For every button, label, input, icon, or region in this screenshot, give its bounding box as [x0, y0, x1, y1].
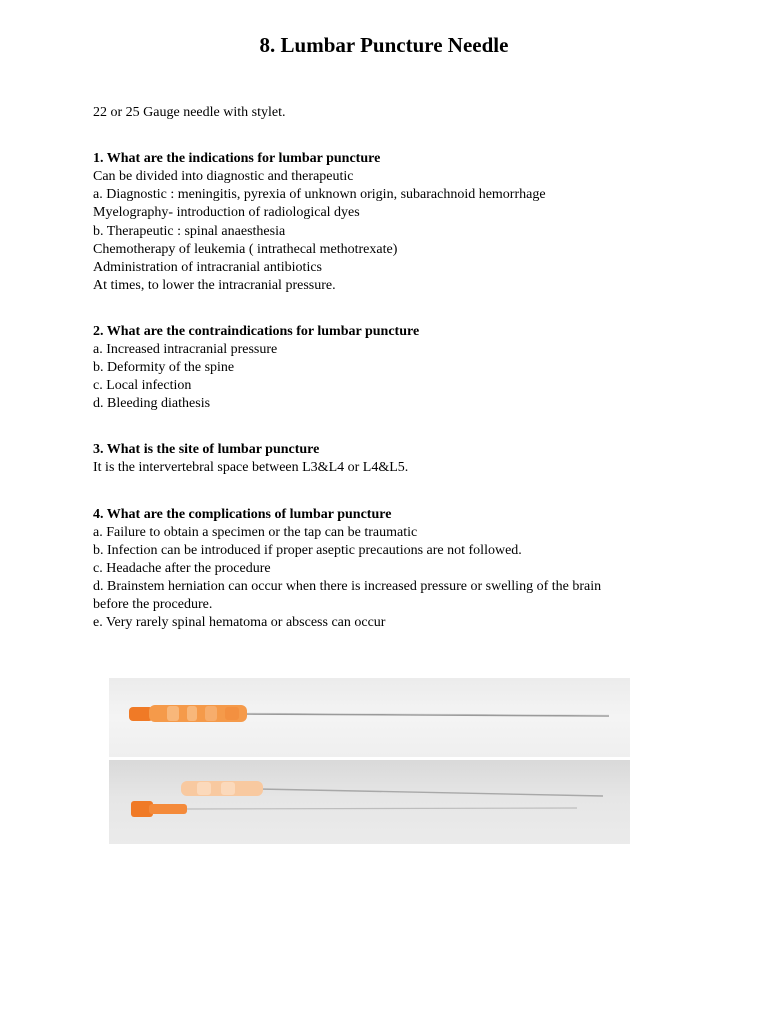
- section-4-line-1: a. Failure to obtain a specimen or the tap can be traumatic: [93, 525, 418, 540]
- section-4-line-4: d. Brainstem herniation can occur when there is increased pressure or swelling of the brain: [93, 579, 602, 594]
- section-4-line-3: c. Headache after the procedure: [93, 561, 271, 576]
- needle-photo-disassembled: [109, 760, 630, 844]
- section-4-line-6: e. Very rarely spinal hematoma or abscess can occur: [93, 615, 386, 630]
- section-1-heading: 1. What are the indications for lumbar puncture: [93, 151, 381, 166]
- section-1-line-6: Administration of intracranial antibiotics: [93, 260, 322, 275]
- intro-text: 22 or 25 Gauge needle with stylet.: [93, 105, 286, 120]
- needle-photo-assembled: [109, 678, 630, 757]
- section-1-line-2: a. Diagnostic : meningitis, pyrexia of unknown origin, subarachnoid hemorrhage: [93, 187, 546, 202]
- section-4-line-2: b. Infection can be introduced if proper aseptic precautions are not followed.: [93, 543, 522, 558]
- section-2-line-2: b. Deformity of the spine: [93, 360, 235, 375]
- section-2-heading: 2. What are the contraindications for lumbar puncture: [93, 324, 420, 339]
- section-4-line-5: before the procedure.: [93, 597, 213, 612]
- section-2-line-1: a. Increased intracranial pressure: [93, 342, 278, 357]
- section-4-heading: 4. What are the complications of lumbar puncture: [93, 507, 392, 522]
- section-2-line-3: c. Local infection: [93, 378, 192, 393]
- section-1-line-3: Myelography- introduction of radiological dyes: [93, 205, 360, 220]
- section-1-line-5: Chemotherapy of leukemia ( intrathecal methotrexate): [93, 242, 398, 257]
- section-1-line-1: Can be divided into diagnostic and therapeutic: [93, 169, 354, 184]
- section-3-heading: 3. What is the site of lumbar puncture: [93, 442, 320, 457]
- section-1-line-7: At times, to lower the intracranial pressure.: [93, 278, 336, 293]
- section-1-line-4: b. Therapeutic : spinal anaesthesia: [93, 224, 286, 239]
- page-title: 8. Lumbar Puncture Needle: [259, 33, 509, 57]
- section-2-line-4: d. Bleeding diathesis: [93, 396, 211, 411]
- section-3-line-1: It is the intervertebral space between L3&L4 or L4&L5.: [93, 460, 409, 475]
